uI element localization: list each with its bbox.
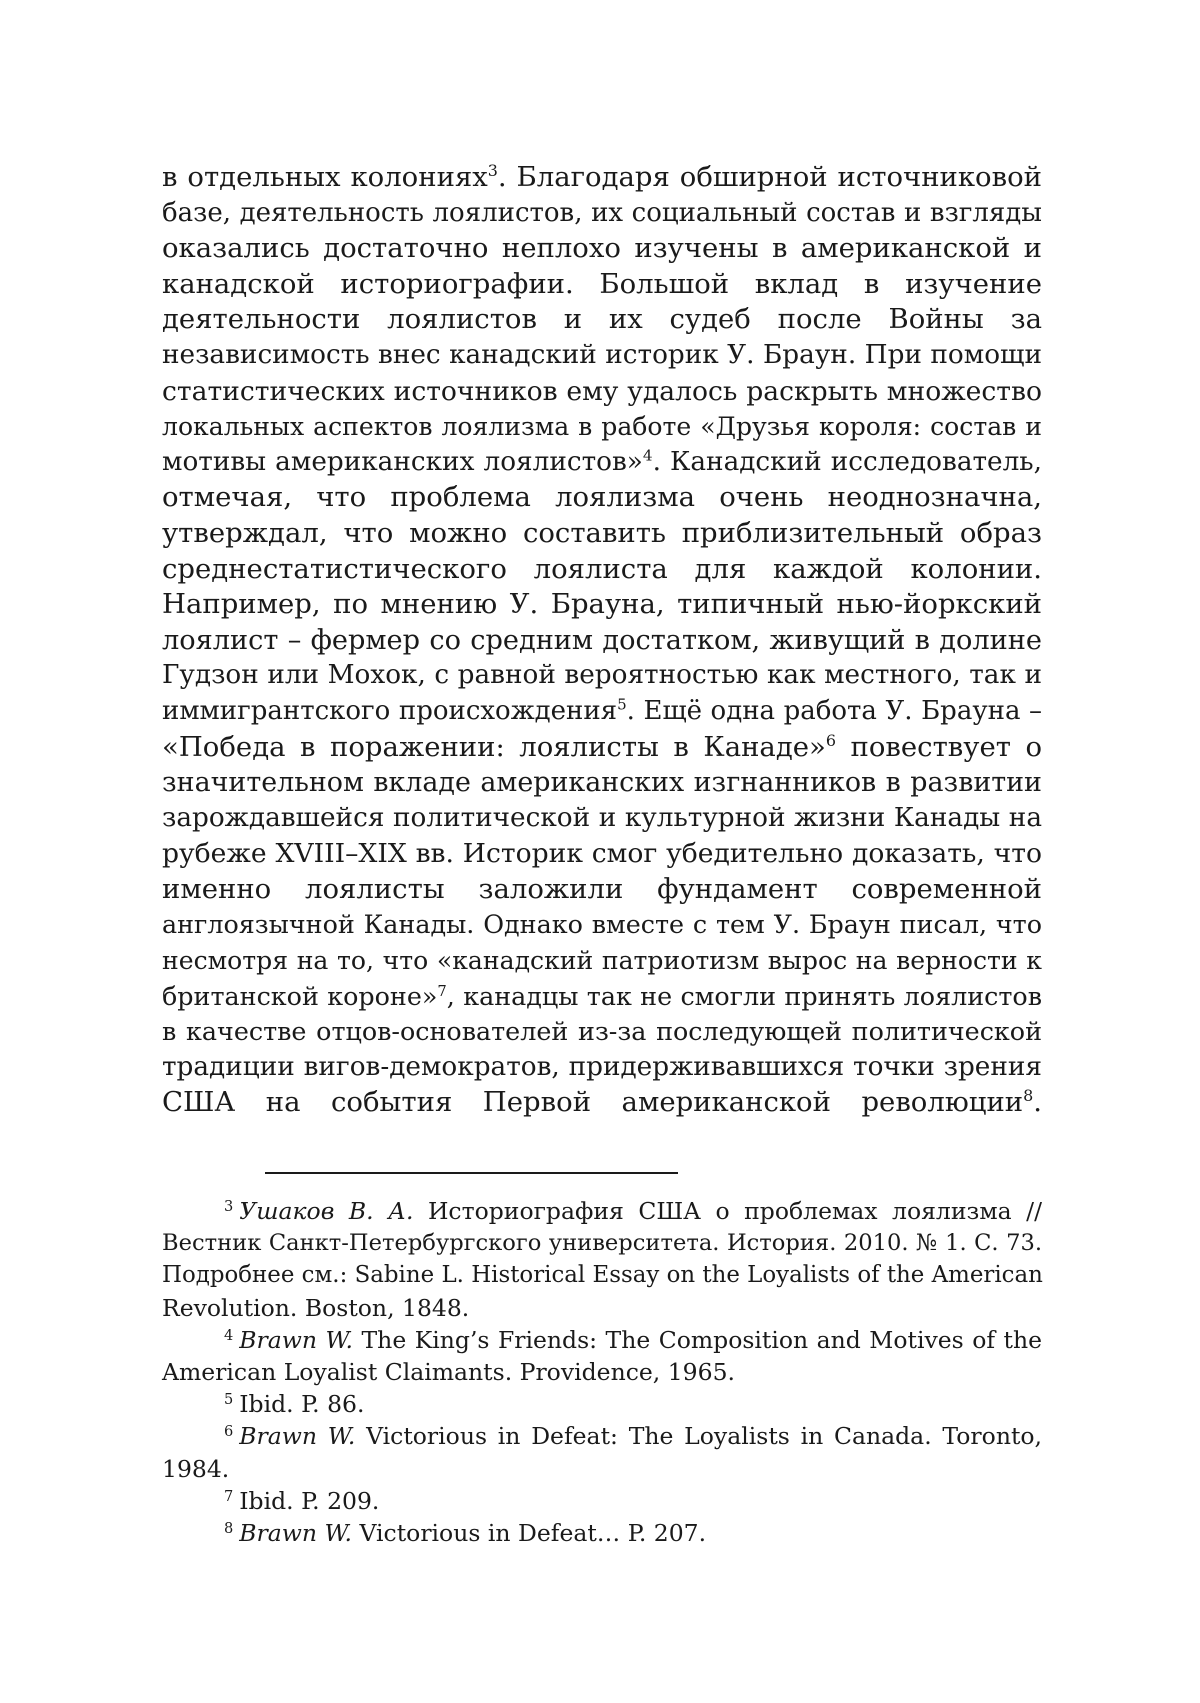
footnote-author: Brawn W.: [239, 1519, 353, 1548]
text-line: среднестатистического лоялиста для каждой колонии.: [162, 552, 1042, 585]
text-line: мотивы американских лоялистов»$^4$. Канадский исследователь,: [162, 446, 1042, 477]
footnote-5: $^5$ Ibid. P. 86.: [224, 1390, 365, 1419]
text-line: «Победа в поражении: лоялисты в Канаде»$^6$ повествует о: [162, 730, 1043, 763]
footnote-line: American Loyalist Claimants. Providence, 1965.: [162, 1358, 735, 1387]
text-line: утверждал, что можно составить приблизительный образ: [162, 516, 1042, 549]
text-line: рубеже XVIII–XIX вв. Историк смог убедительно доказать, что: [162, 838, 1042, 870]
text-line: в качестве отцов-основателей из-за последующей политической: [162, 1016, 1042, 1047]
footnote-3: $^3$ Ушаков В. А. Историография США о проблемах лоялизма //: [224, 1197, 1042, 1225]
footnote-ref[interactable]: 7: [437, 982, 447, 1000]
text-line: независимость внес канадский историк У. Браун. При помощи: [162, 339, 1042, 370]
text-line: традиции вигов-демократов, придерживавшихся точки зрения: [162, 1051, 1042, 1082]
footnote-ref[interactable]: 6: [825, 730, 837, 750]
document-page: [162, 160, 1042, 1121]
text-line: несмотря на то, что «канадский патриотизм вырос на верности к: [162, 946, 1042, 976]
text-line: Гудзон или Мохок, с равной вероятностью как местного, так и: [162, 660, 1042, 691]
text-line: канадской историографии. Большой вклад в изучение: [162, 267, 1042, 300]
footnote-line: Вестник Санкт-Петербургского университета. История. 2010. № 1. С. 73.: [162, 1230, 1042, 1257]
text-line: значительном вкладе американских изгнанников в развитии: [162, 767, 1042, 799]
footnote-ref[interactable]: 8: [1023, 1086, 1034, 1106]
main-text: [162, 160, 1042, 1121]
text-line: иммигрантского происхождения$^5$. Ещё одна работа У. Брауна –: [162, 695, 1042, 726]
text-line: англоязычной Канады. Однако вместе с тем У. Браун писал, что: [162, 909, 1042, 940]
footnote-ref[interactable]: 5: [617, 695, 627, 714]
footnote-8: $^8$ Brawn W. Victorious in Defeat… P. 207.: [224, 1519, 707, 1548]
footnote-number: 6: [224, 1423, 234, 1441]
footnote-number: 4: [224, 1326, 234, 1344]
footnote-ref[interactable]: 3: [487, 161, 498, 181]
text-line: лоялист – фермер со средним достатком, живущий в долине: [162, 624, 1042, 656]
text-line: статистических источников ему удалось раскрыть множество: [162, 375, 1042, 407]
footnote-author: Brawn W.: [239, 1422, 356, 1451]
text-line: отмечая, что проблема лоялизма очень неоднозначна,: [162, 481, 1042, 514]
text-line: США на события Первой американской революции$^8$.: [162, 1086, 1042, 1119]
footnote-line: Подробнее см.: Sabine L. Historical Essay on the Loyalists of the American: [162, 1262, 1043, 1289]
text-line: деятельности лоялистов и их судеб после Войны за: [162, 303, 1042, 336]
footnote-separator: [265, 1172, 678, 1174]
text-line: в отдельных колониях$^3$. Благодаря обширной источниковой: [162, 161, 1042, 193]
text-line: локальных аспектов лоялизма в работе «Друзья короля: состав и: [162, 412, 1042, 442]
text-line: Например, по мнению У. Брауна, типичный нью-йоркский: [162, 588, 1042, 621]
text-line: зарождавшейся политической и культурной жизни Канады на: [162, 802, 1042, 833]
footnote-4: $^4$ Brawn W. The King’s Friends: The Composition and Motives of the: [224, 1325, 1043, 1354]
footnote-author: Ушаков В. А.: [239, 1197, 414, 1225]
footnote-number: 3: [224, 1198, 234, 1215]
footnote-line: 1984.: [162, 1454, 230, 1483]
footnote-number: 7: [224, 1487, 234, 1505]
text-line: оказались достаточно неплохо изучены в американской и: [162, 232, 1042, 265]
footnote-6: $^6$ Brawn W. Victorious in Defeat: The Loyalists in Canada. Toronto,: [224, 1422, 1043, 1451]
text-line: базе, деятельность лоялистов, их социальный состав и взгляды: [162, 197, 1042, 228]
text-line: британской короне»$^7$, канадцы так не смогли принять лоялистов: [162, 980, 1043, 1011]
footnote-ref[interactable]: 4: [642, 446, 653, 465]
text-line: именно лоялисты заложили фундамент современной: [162, 872, 1042, 905]
footnote-7: $^7$ Ibid. P. 209.: [224, 1486, 380, 1515]
footnote-line: Revolution. Boston, 1848.: [162, 1293, 470, 1322]
footnote-number: 5: [224, 1391, 234, 1409]
footnote-number: 8: [224, 1520, 234, 1538]
footnotes: [162, 1195, 1042, 1549]
footnote-author: Brawn W.: [239, 1325, 354, 1354]
